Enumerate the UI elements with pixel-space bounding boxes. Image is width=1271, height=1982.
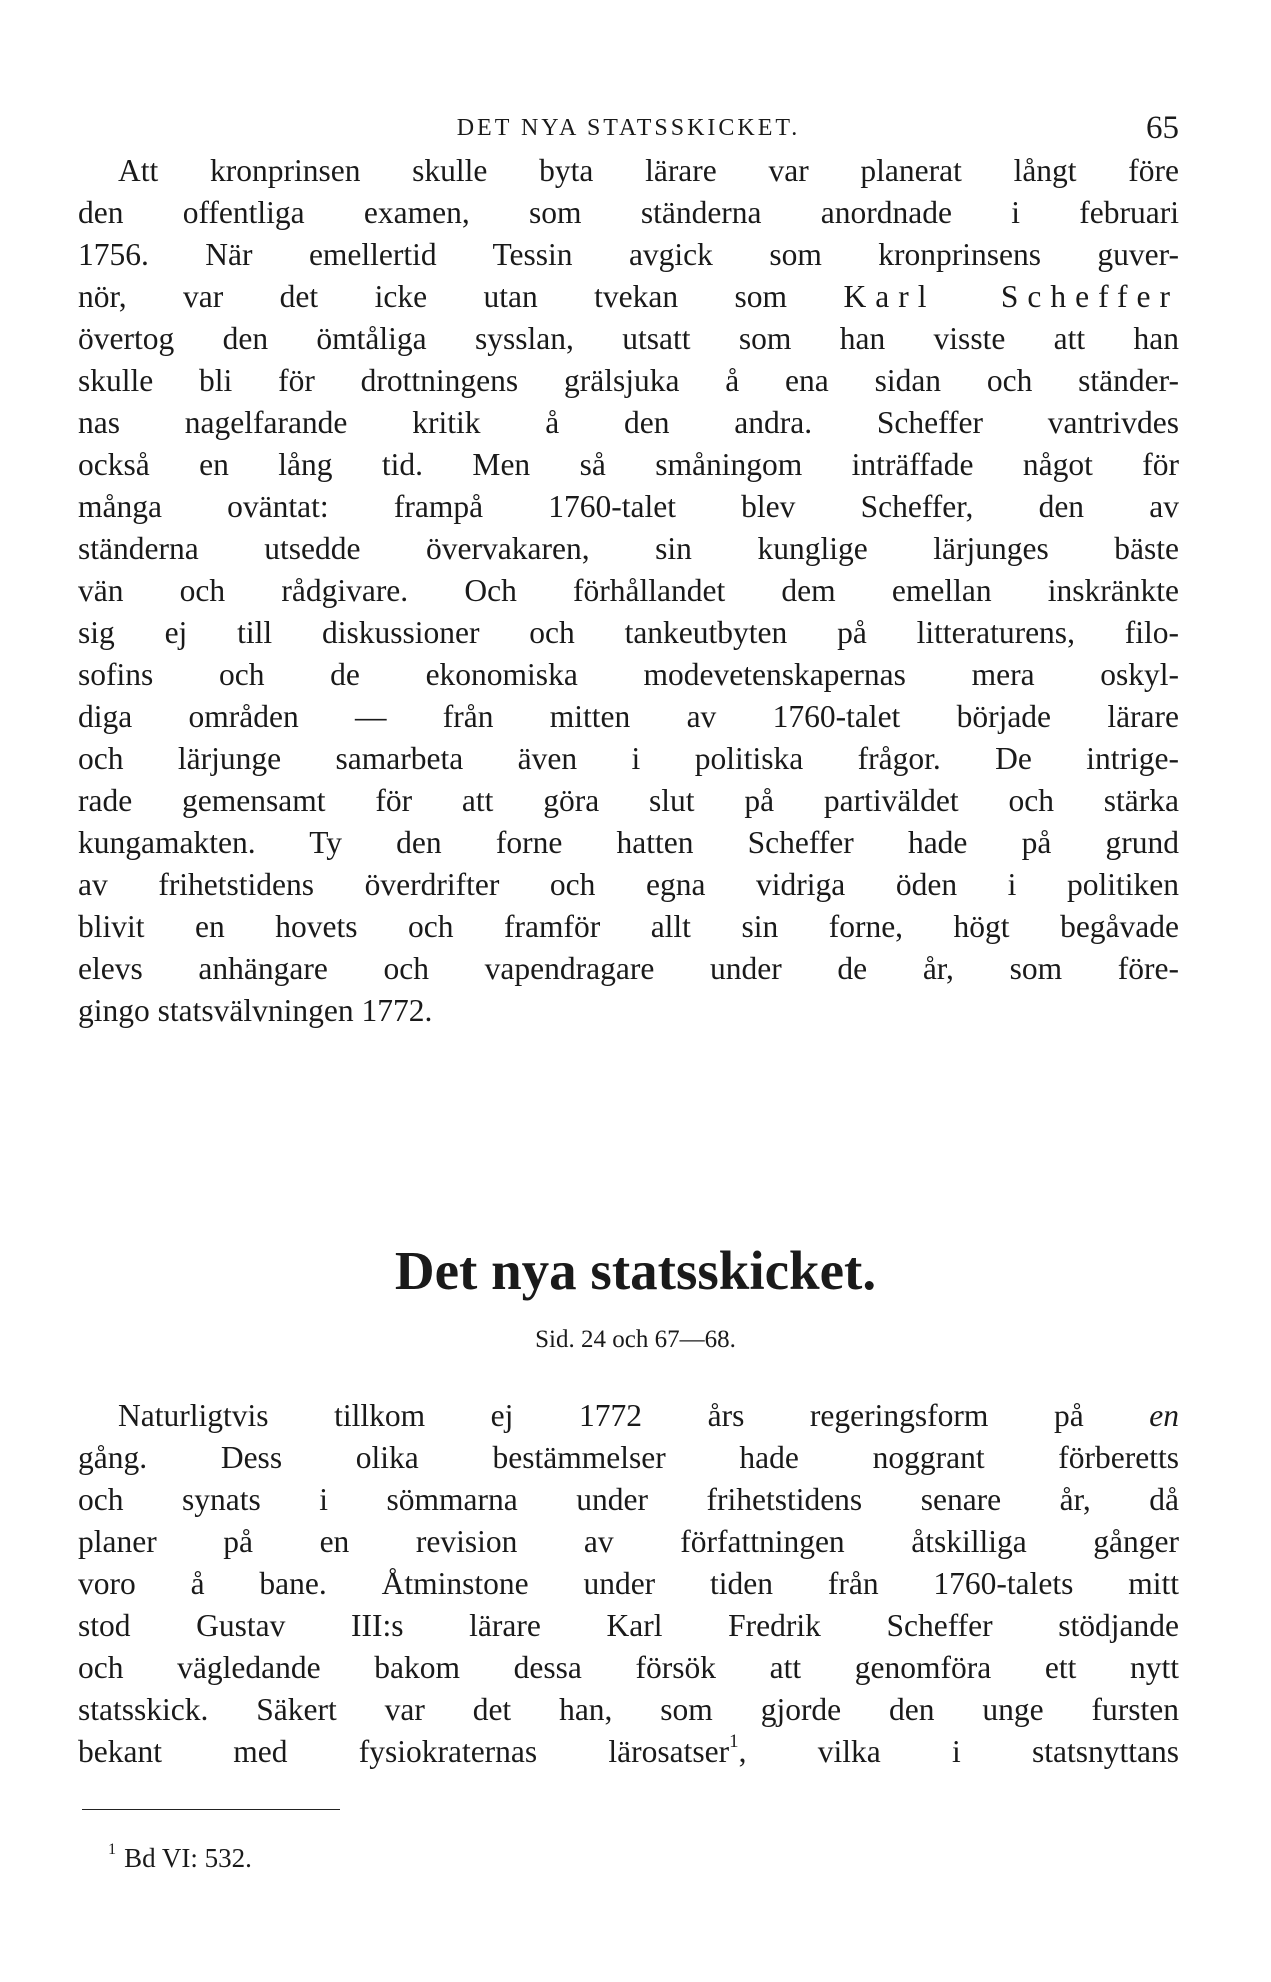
text-line: rade gemensamt för att göra slut på partiväldet och stärka	[78, 783, 1179, 818]
text-line: voro å bane. Åtminstone under tiden från 1760-talets mitt	[78, 1566, 1179, 1601]
text-line: sofins och de ekonomiska modevetenskapernas mera oskyl-	[78, 657, 1179, 692]
text-line: och lärjunge samarbeta även i politiska frågor. De intrige-	[78, 741, 1179, 776]
text-line: av frihetstidens överdrifter och egna vidriga öden i politiken	[78, 867, 1179, 902]
running-head	[78, 108, 1179, 148]
running-title: DET NYA STATSSKICKET.	[456, 115, 801, 141]
text-line: också en lång tid. Men så småningom inträffade något för	[78, 447, 1179, 482]
text-line: blivit en hovets och framför allt sin forne, högt begåvade	[78, 909, 1179, 944]
text-line: vän och rådgivare. Och förhållandet dem emellan inskränkte	[78, 573, 1179, 608]
emphasized-word: en	[1149, 1398, 1179, 1433]
text-line	[78, 1395, 1179, 1437]
section-reference: Sid. 24 och 67—68.	[535, 1326, 736, 1353]
text-line: planer på en revision av författningen åtskilliga gånger	[78, 1524, 1179, 1559]
footnote-marker: 1	[108, 1840, 117, 1859]
text-line	[78, 1731, 1179, 1773]
text-line: och synats i sömmarna under frihetstidens senare år, då	[78, 1482, 1179, 1517]
text-line-end: , vilka i statsnyttans	[738, 1734, 1180, 1769]
text-line	[78, 276, 1179, 318]
text-line: sig ej till diskussioner och tankeutbyten på litteraturens, filo-	[78, 615, 1179, 650]
footnote-text: Bd VI: 532.	[124, 1843, 252, 1873]
page-number: 65	[1146, 110, 1179, 146]
footnote-reference: 1	[729, 1730, 739, 1752]
text-line: 1756. När emellertid Tessin avgick som kronprinsens guver-	[78, 237, 1179, 272]
footnote-divider	[82, 1809, 340, 1810]
text-line: statsskick. Säkert var det han, som gjorde den unge fursten	[78, 1692, 1179, 1727]
text-line: nas nagelfarande kritik å den andra. Scheffer vantrivdes	[78, 405, 1179, 440]
text-line-start: Naturligtvis tillkom ej 1772 års regeringsform på	[118, 1398, 1084, 1433]
text-line-start: nör, var det icke utan tvekan som	[78, 279, 788, 314]
text-line: gingo statsvälvningen 1772.	[78, 993, 433, 1028]
text-line: diga områden — från mitten av 1760-talet började lärare	[78, 699, 1179, 734]
text-line: övertog den ömtåliga sysslan, utsatt som han visste att han	[78, 321, 1179, 356]
text-line: kungamakten. Ty den forne hatten Scheffer hade på grund	[78, 825, 1179, 860]
text-line: och vägledande bakom dessa försök att genomföra ett nytt	[78, 1650, 1179, 1685]
text-line: stod Gustav III:s lärare Karl Fredrik Scheffer stödjande	[78, 1608, 1179, 1643]
text-line: elevs anhängare och vapendragare under de år, som före-	[78, 951, 1179, 986]
text-line: många oväntat: frampå 1760-talet blev Scheffer, den av	[78, 489, 1179, 524]
section-heading: Det nya statsskicket.	[394, 1240, 877, 1301]
footnote	[108, 1838, 252, 1878]
text-line: skulle bli för drottningens grälsjuka å ena sidan och ständer-	[78, 363, 1179, 398]
paragraph-1	[78, 150, 1179, 1032]
text-line: ständerna utsedde övervakaren, sin kunglige lärjunges bäste	[78, 531, 1179, 566]
text-line-start: bekant med fysiokraternas lärosatser	[78, 1734, 730, 1769]
text-line: Att kronprinsen skulle byta lärare var planerat långt före	[118, 153, 1179, 188]
paragraph-2	[78, 1395, 1179, 1773]
text-line: den offentliga examen, som ständerna anordnade i februari	[78, 195, 1179, 230]
letterspaced-name: Karl Scheffer	[843, 279, 1179, 314]
text-line: gång. Dess olika bestämmelser hade noggrant förberetts	[78, 1440, 1179, 1475]
